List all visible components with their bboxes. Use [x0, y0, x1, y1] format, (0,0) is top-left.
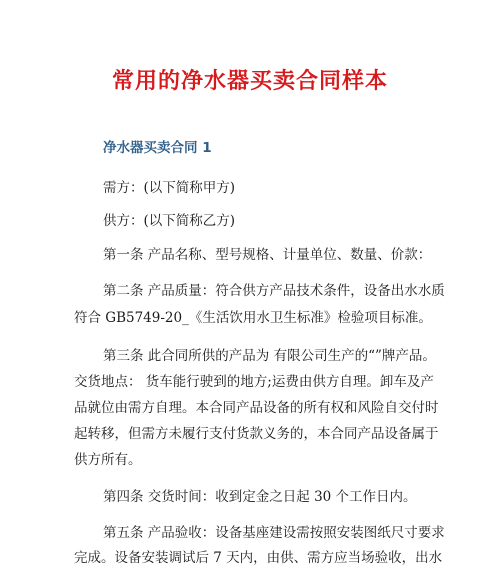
paragraph-line: 起转移，但需方未履行支付货款义务的，本合同产品设备属于	[74, 426, 439, 442]
paragraph-line: 交货地点： 货车能行驶到的地方;运费由供方自理。卸车及产	[74, 374, 434, 390]
paragraph-line: 第三条 此合同所供的产品为 有限公司生产的“”牌产品。	[103, 348, 436, 364]
paragraph-line: 符合 GB5749-20_《生活饮用水卫生标准》检验项目标准。	[74, 310, 432, 326]
document-title: 常用的净水器买卖合同样本	[111, 69, 388, 94]
paragraph-line: 需方：(以下简称甲方)	[103, 180, 236, 196]
paragraph-line: 第五条 产品验收：设备基座建设需按照安装图纸尺寸要求	[103, 525, 445, 541]
section-heading: 净水器买卖合同 1	[103, 140, 212, 156]
paragraph-line: 第二条 产品质量：符合供方产品技术条件，设备出水水质	[103, 283, 445, 299]
paragraph-line: 供方：(以下简称乙方)	[103, 213, 236, 229]
paragraph-line: 第四条 交货时间：收到定金之日起 30 个工作日内。	[103, 489, 417, 505]
paragraph-line: 品就位由需方自理。本合同产品设备的所有权和风险自交付时	[74, 400, 439, 416]
paragraph-line: 完成。设备安装调试后 7 天内，由供、需方应当场验收，出水	[74, 550, 443, 566]
paragraph-line: 第一条 产品名称、型号规格、计量单位、数量、价款：	[103, 247, 432, 263]
paragraph-line: 供方所有。	[74, 452, 142, 468]
